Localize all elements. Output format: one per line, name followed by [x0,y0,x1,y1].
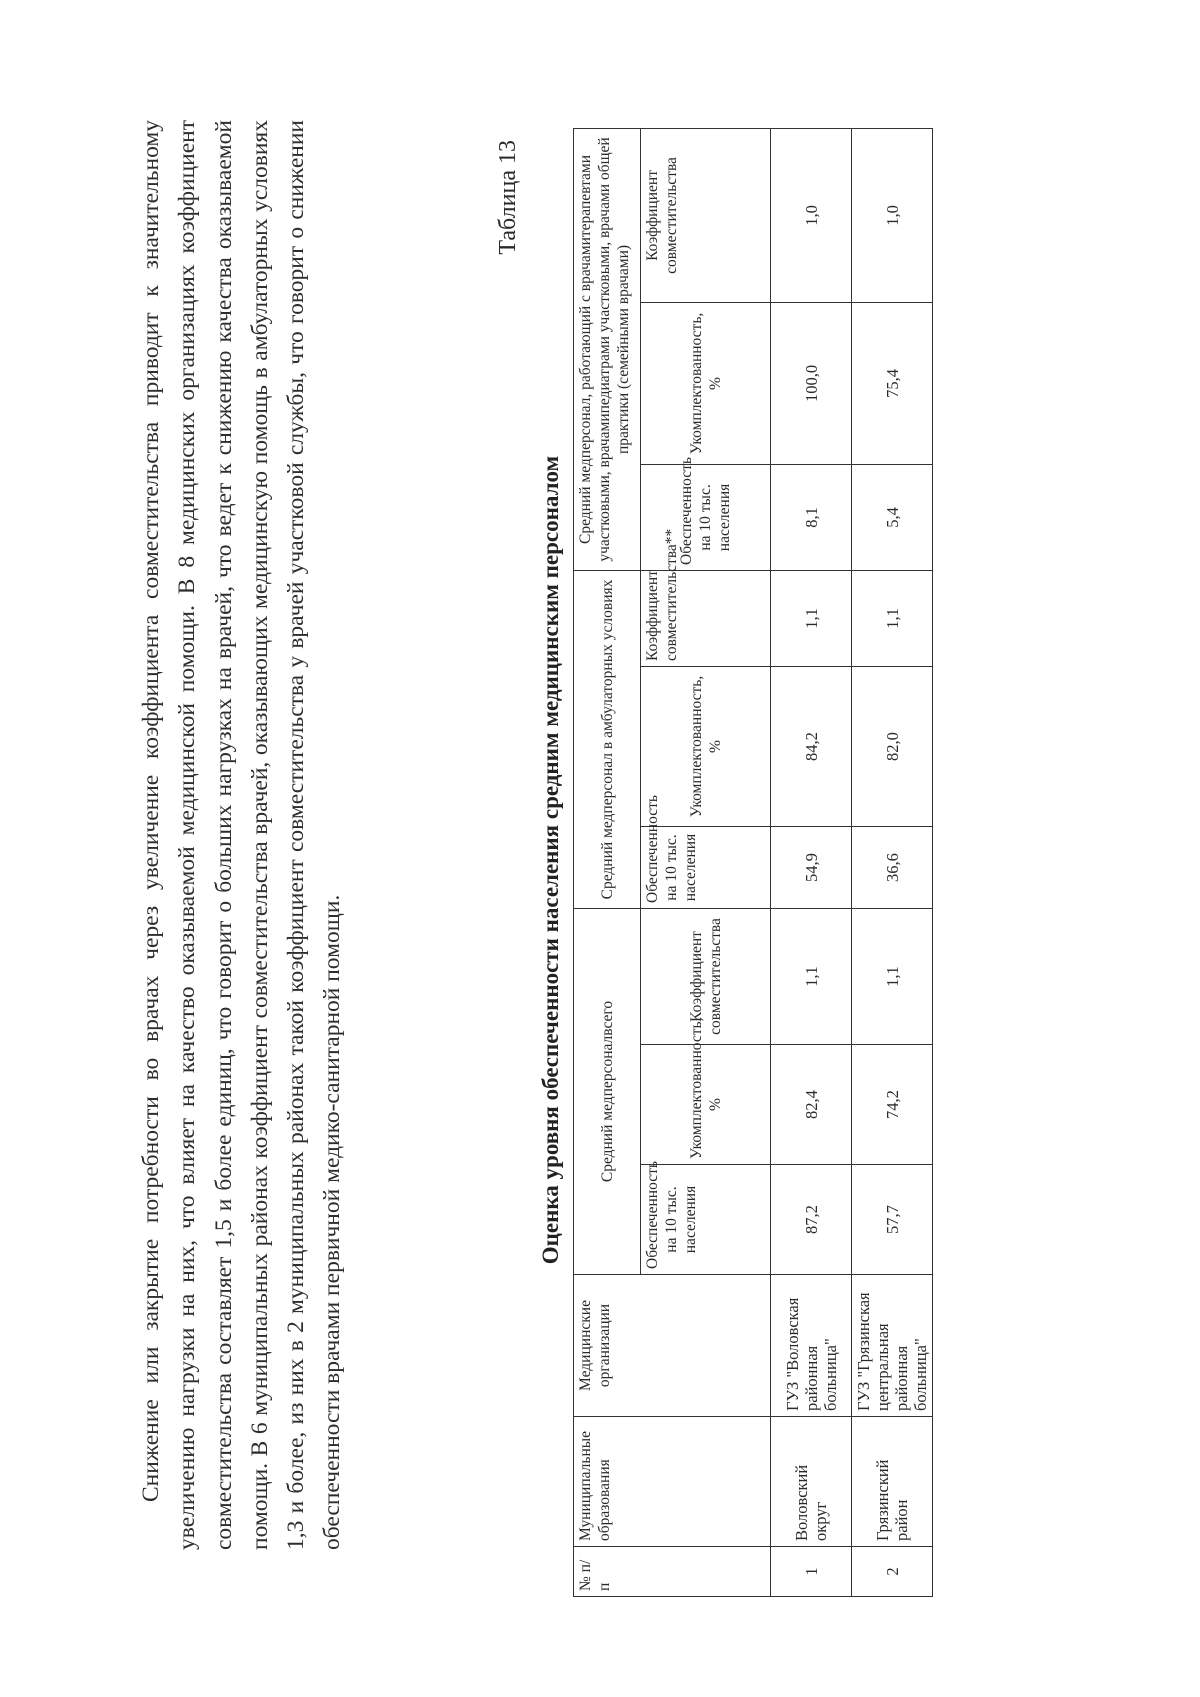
cell-g1-staffing: 74,2 [852,1045,933,1165]
cell-g2-staffing: 84,2 [771,667,852,827]
cell-g2-supply: 54,9 [771,827,852,909]
body-paragraph: Снижение или закрытие потребности во врачах через увеличение коэффициента совместительства приводит к значительному увеличению нагрузки на них, что влияет на качество оказываемой медицинской помощи. В 8 медицинских организациях коэффициент совместительства составляет 1,5 и более единиц, что говорит о больших нагрузках на врачей, что ведет к снижению качества оказываемой помощи. В 6 муниципальных районах коэффициент совместительства врачей, оказывающих медицинскую помощь в амбулаторных условиях 1,3 и более, из них в 2 муниципальных районах такой коэффициент совместительства у врачей участковой службы, что говорит о снижении обеспеченности врачами первичной медико-санитарной помощи. [138,120,346,1550]
cell-g3-coef: 1,0 [771,128,852,302]
cell-g1-coef: 1,1 [852,909,933,1045]
header-g2-supply: Обеспеченность на 10 тыс. населения [641,827,771,909]
table-row [771,128,852,1596]
header-g1-staffing: Укомплектованность, % [641,1045,771,1165]
header-organization: Медицинские организации [574,1275,771,1417]
cell-g2-coef: 1,1 [771,570,852,666]
header-g2-staffing: Укомплектованность, % [641,667,771,827]
cell-g3-staffing: 100,0 [771,302,852,464]
cell-municipality: Грязинский район [852,1417,933,1547]
cell-g3-supply: 5,4 [852,464,933,570]
header-g1-supply: Обеспеченность на 10 тыс. населения [641,1165,771,1275]
rotated-page [25,110,1180,1610]
staffing-table [573,128,933,1597]
header-municipality: Муниципальные образования [574,1417,771,1547]
header-g3-supply: Обеспеченность на 10 тыс. населения [641,464,771,570]
cell-num: 1 [771,1547,852,1597]
cell-g2-staffing: 82,0 [852,667,933,827]
header-g3-staffing: Укомплектованность, % [641,302,771,464]
cell-municipality: Воловский округ [771,1417,852,1547]
cell-g3-coef: 1,0 [852,128,933,302]
cell-g2-supply: 36,6 [852,827,933,909]
cell-g3-staffing: 75,4 [852,302,933,464]
header-row-groups [574,128,641,1596]
header-group-total: Средний медперсоналвсего [574,909,641,1275]
header-g2-coef: Коэффициент совместительства** [641,570,771,666]
cell-g2-coef: 1,1 [852,570,933,666]
header-g3-coef: Коэффициент совместительства [641,128,771,302]
cell-g1-supply: 57,7 [852,1165,933,1275]
header-group-district: Средний медперсонал, работающий с врачамитерапевтами участковыми, врачамипедиатрами участковыми, врачами общей практики (семейными врачами) [574,128,641,570]
header-num: № п/п [574,1547,771,1597]
table-row [852,128,933,1596]
header-group-ambulatory: Средний медперсонал в амбулаторных условиях [574,570,641,908]
cell-num: 2 [852,1547,933,1597]
header-g1-coef: Коэффициент совместительства [641,909,771,1045]
cell-g3-supply: 8,1 [771,464,852,570]
cell-g1-staffing: 82,4 [771,1045,852,1165]
cell-g1-supply: 87,2 [771,1165,852,1275]
cell-organization: ГУЗ "Грязинская центральная районная больница" [852,1275,933,1417]
cell-g1-coef: 1,1 [771,909,852,1045]
cell-organization: ГУЗ "Воловская районная больница" [771,1275,852,1417]
table-title: Оценка уровня обеспеченности населения средним медицинским персоналом [538,455,563,1265]
table-label: Таблица 13 [495,140,521,255]
